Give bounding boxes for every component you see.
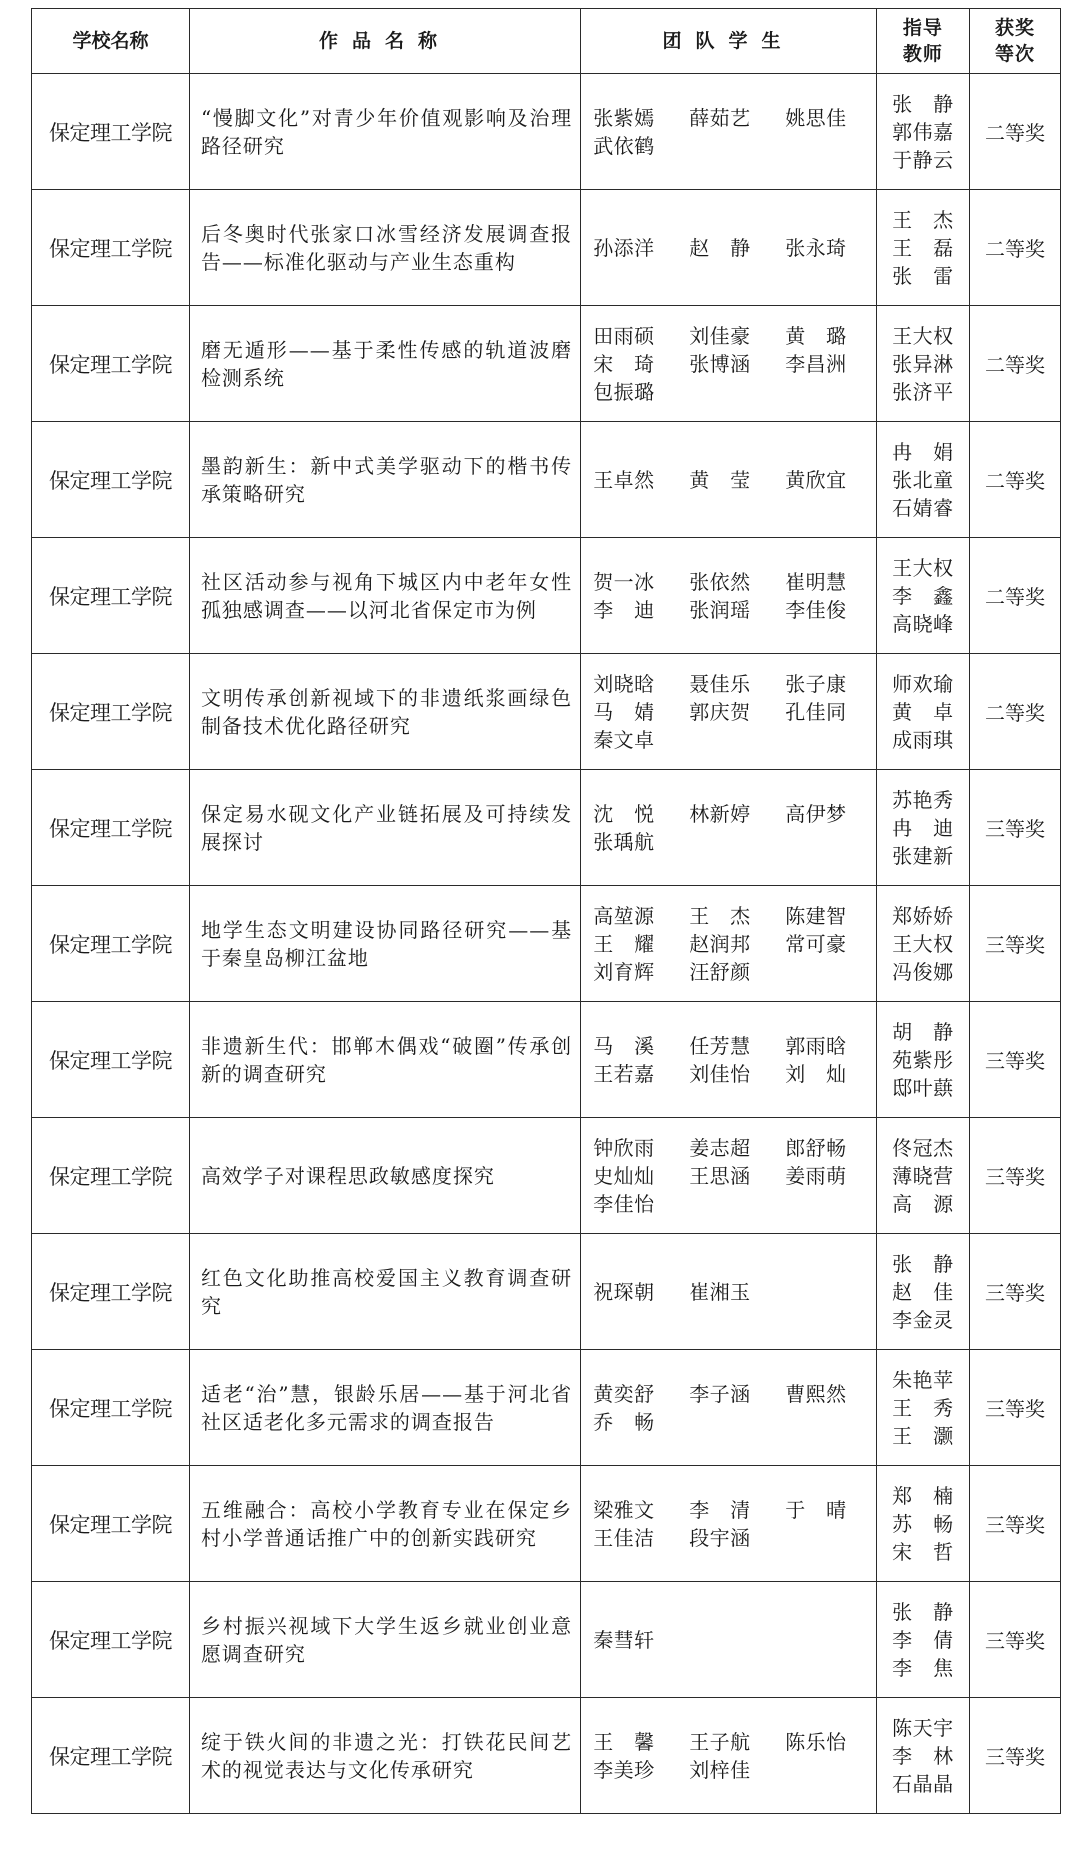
student-name: 秦文卓: [593, 727, 655, 752]
student-name: 赵润邦: [689, 931, 751, 956]
student-name: 王佳洁: [593, 1525, 655, 1550]
advisor-name: 郑娇娇: [892, 903, 954, 928]
work-title-cell: 社区活动参与视角下城区内中老年女性孤独感调查——以河北省保定市为例: [189, 538, 580, 654]
table-row: [32, 422, 1061, 538]
advisor-name: 于静云: [892, 147, 954, 172]
student-name: 张博涵: [689, 351, 751, 376]
student-name: 薛茹艺: [689, 105, 751, 130]
student-name: 任芳慧: [689, 1033, 751, 1058]
advisor-name: 石晶晶: [892, 1771, 954, 1796]
advisor-name: 王大权: [892, 323, 954, 348]
advisors-cell: [876, 770, 969, 886]
table-row: [32, 1466, 1061, 1582]
award-level-cell: 二等奖: [970, 422, 1061, 538]
advisor-name: 石婧睿: [892, 495, 954, 520]
students-list: [593, 234, 876, 262]
student-name: 黄 莹: [689, 467, 751, 492]
student-name: 张润瑶: [689, 597, 751, 622]
school-name-cell: 保定理工学院: [32, 1118, 190, 1234]
work-title-cell: 磨无遁形——基于柔性传感的轨道波磨检测系统: [189, 306, 580, 422]
table-row: [32, 538, 1061, 654]
student-name: 张紫嫣: [593, 105, 655, 130]
advisors-cell: [876, 538, 969, 654]
table-row: [32, 1002, 1061, 1118]
student-name: 李佳怡: [593, 1191, 655, 1216]
advisor-name: 陈天宇: [892, 1715, 954, 1740]
student-name: 王若嘉: [593, 1061, 655, 1086]
team-students-cell: [581, 654, 877, 770]
advisor-name: 张济平: [892, 379, 954, 404]
advisors-cell: [876, 1350, 969, 1466]
school-name-cell: 保定理工学院: [32, 422, 190, 538]
advisor-name: 赵 佳: [892, 1279, 954, 1304]
award-level-cell: 三等奖: [970, 1466, 1061, 1582]
student-name: 林新婷: [689, 801, 751, 826]
team-students-cell: [581, 1466, 877, 1582]
award-level-cell: 二等奖: [970, 306, 1061, 422]
advisors-cell: [876, 190, 969, 306]
students-list: [593, 1496, 876, 1552]
advisor-name: 宋 哲: [892, 1539, 954, 1564]
team-students-cell: [581, 1582, 877, 1698]
student-name: 姜雨萌: [785, 1163, 847, 1188]
student-name: 田雨硕: [593, 323, 655, 348]
student-name: 高伊梦: [785, 801, 847, 826]
students-list: [593, 322, 876, 406]
advisor-name: 胡 静: [892, 1019, 954, 1044]
header-advisors-line2: 教师: [902, 43, 943, 65]
student-name: 刘育辉: [593, 959, 655, 984]
student-name: 高堃源: [593, 903, 655, 928]
advisor-name: 李 鑫: [892, 583, 954, 608]
team-students-cell: [581, 1002, 877, 1118]
award-level-cell: 三等奖: [970, 770, 1061, 886]
team-students-cell: [581, 190, 877, 306]
table-row: [32, 770, 1061, 886]
advisor-name: 高晓峰: [892, 611, 954, 636]
students-list: [593, 902, 876, 986]
student-name: 陈建智: [785, 903, 847, 928]
advisor-name: 薄晓营: [892, 1163, 954, 1188]
student-name: 姚思佳: [785, 105, 847, 130]
award-level-cell: 三等奖: [970, 1350, 1061, 1466]
table-row: [32, 1118, 1061, 1234]
student-name: 崔明慧: [785, 569, 847, 594]
advisor-name: 佟冠杰: [892, 1135, 954, 1160]
advisor-name: 张 雷: [892, 263, 954, 288]
advisors-cell: [876, 1582, 969, 1698]
student-name: 李子涵: [689, 1381, 751, 1406]
student-name: 郎舒畅: [785, 1135, 847, 1160]
award-level-cell: 三等奖: [970, 1698, 1061, 1814]
advisor-name: 郭伟嘉: [892, 119, 954, 144]
student-name: 王 杰: [689, 903, 751, 928]
student-name: 曹熙然: [785, 1381, 847, 1406]
students-list: [593, 104, 876, 160]
student-name: 汪舒颜: [689, 959, 751, 984]
student-name: 张永琦: [785, 235, 847, 260]
student-name: 王 馨: [593, 1729, 655, 1754]
school-name-cell: 保定理工学院: [32, 1582, 190, 1698]
school-name-cell: 保定理工学院: [32, 1002, 190, 1118]
award-level-cell: 二等奖: [970, 74, 1061, 190]
student-name: 黄奕舒: [593, 1381, 655, 1406]
table-row: [32, 306, 1061, 422]
advisor-name: 张异淋: [892, 351, 954, 376]
school-name-cell: 保定理工学院: [32, 1350, 190, 1466]
advisors-cell: [876, 1002, 969, 1118]
advisor-name: 王大权: [892, 555, 954, 580]
students-list: [593, 1380, 876, 1436]
advisor-name: 王大权: [892, 931, 954, 956]
student-name: 史灿灿: [593, 1163, 655, 1188]
advisor-name: 冉 迪: [892, 815, 954, 840]
students-list: [593, 1728, 876, 1784]
student-name: 张子康: [785, 671, 847, 696]
header-students: 团队学生: [581, 9, 877, 74]
student-name: 马 溪: [593, 1033, 655, 1058]
award-level-cell: 二等奖: [970, 190, 1061, 306]
school-name-cell: 保定理工学院: [32, 1698, 190, 1814]
student-name: 李 迪: [593, 597, 655, 622]
school-name-cell: 保定理工学院: [32, 770, 190, 886]
student-name: 孙添洋: [593, 235, 655, 260]
student-name: 武依鹤: [593, 133, 655, 158]
student-name: 钟欣雨: [593, 1135, 655, 1160]
student-name: 包振璐: [593, 379, 655, 404]
team-students-cell: [581, 1350, 877, 1466]
work-title-cell: 乡村振兴视域下大学生返乡就业创业意愿调查研究: [189, 1582, 580, 1698]
award-level-cell: 二等奖: [970, 654, 1061, 770]
advisor-name: 王 磊: [892, 235, 954, 260]
advisors-cell: [876, 654, 969, 770]
table-row: [32, 654, 1061, 770]
work-title-cell: 墨韵新生：新中式美学驱动下的楷书传承策略研究: [189, 422, 580, 538]
table-header-row: [32, 9, 1061, 74]
awards-table: [31, 8, 1061, 1814]
advisor-name: 苏 畅: [892, 1511, 954, 1536]
team-students-cell: [581, 886, 877, 1002]
school-name-cell: 保定理工学院: [32, 538, 190, 654]
school-name-cell: 保定理工学院: [32, 1234, 190, 1350]
student-name: 郭庆贺: [689, 699, 751, 724]
header-award-line2: 等次: [995, 43, 1036, 65]
work-title-cell: 红色文化助推高校爱国主义教育调查研究: [189, 1234, 580, 1350]
advisor-name: 张建新: [892, 843, 954, 868]
students-list: [593, 568, 876, 624]
student-name: 孔佳同: [785, 699, 847, 724]
student-name: 李昌洲: [785, 351, 847, 376]
advisor-name: 李金灵: [892, 1307, 954, 1332]
student-name: 王卓然: [593, 467, 655, 492]
student-name: 祝琛朝: [593, 1279, 655, 1304]
table-row: [32, 886, 1061, 1002]
table-row: [32, 74, 1061, 190]
work-title-cell: 地学生态文明建设协同路径研究——基于秦皇岛柳江盆地: [189, 886, 580, 1002]
advisors-cell: [876, 74, 969, 190]
team-students-cell: [581, 306, 877, 422]
school-name-cell: 保定理工学院: [32, 886, 190, 1002]
work-title-cell: 绽于铁火间的非遗之光：打铁花民间艺术的视觉表达与文化传承研究: [189, 1698, 580, 1814]
student-name: 王思涵: [689, 1163, 751, 1188]
award-level-cell: 三等奖: [970, 1002, 1061, 1118]
student-name: 刘 灿: [785, 1061, 847, 1086]
table-row: [32, 1698, 1061, 1814]
header-advisors-line1: 指导: [902, 17, 943, 39]
school-name-cell: 保定理工学院: [32, 1466, 190, 1582]
students-list: [593, 1278, 876, 1306]
student-name: 陈乐怡: [785, 1729, 847, 1754]
student-name: 秦彗轩: [593, 1627, 655, 1652]
table-body: [32, 74, 1061, 1814]
advisor-name: 郑 楠: [892, 1483, 954, 1508]
table-row: [32, 1582, 1061, 1698]
header-award: [970, 9, 1061, 74]
advisor-name: 李 焦: [892, 1655, 954, 1680]
advisors-cell: [876, 1466, 969, 1582]
school-name-cell: 保定理工学院: [32, 654, 190, 770]
student-name: 刘晓晗: [593, 671, 655, 696]
advisor-name: 黄 卓: [892, 699, 954, 724]
student-name: 聂佳乐: [689, 671, 751, 696]
student-name: 张依然: [689, 569, 751, 594]
team-students-cell: [581, 422, 877, 538]
students-list: [593, 800, 876, 856]
award-level-cell: 三等奖: [970, 1118, 1061, 1234]
student-name: 李美珍: [593, 1757, 655, 1782]
student-name: 王 耀: [593, 931, 655, 956]
advisor-name: 张 静: [892, 1599, 954, 1624]
students-list: [593, 466, 876, 494]
work-title-cell: 五维融合：高校小学教育专业在保定乡村小学普通话推广中的创新实践研究: [189, 1466, 580, 1582]
student-name: 乔 畅: [593, 1409, 655, 1434]
student-name: 郭雨晗: [785, 1033, 847, 1058]
team-students-cell: [581, 1234, 877, 1350]
student-name: 沈 悦: [593, 801, 655, 826]
school-name-cell: 保定理工学院: [32, 306, 190, 422]
team-students-cell: [581, 74, 877, 190]
table-row: [32, 190, 1061, 306]
table-row: [32, 1234, 1061, 1350]
students-list: [593, 670, 876, 754]
team-students-cell: [581, 770, 877, 886]
advisor-name: 王 杰: [892, 207, 954, 232]
student-name: 赵 静: [689, 235, 751, 260]
student-name: 刘佳豪: [689, 323, 751, 348]
student-name: 李佳俊: [785, 597, 847, 622]
student-name: 于 晴: [785, 1497, 847, 1522]
header-advisors: [876, 9, 969, 74]
student-name: 常可豪: [785, 931, 847, 956]
advisor-name: 王 秀: [892, 1395, 954, 1420]
student-name: 刘梓佳: [689, 1757, 751, 1782]
advisor-name: 张 静: [892, 1251, 954, 1276]
student-name: 贺一冰: [593, 569, 655, 594]
header-title: 作品名称: [189, 9, 580, 74]
advisor-name: 高 源: [892, 1191, 954, 1216]
advisor-name: 成雨琪: [892, 727, 954, 752]
table-row: [32, 1350, 1061, 1466]
student-name: 梁雅文: [593, 1497, 655, 1522]
advisor-name: 张 静: [892, 91, 954, 116]
header-award-line1: 获奖: [995, 17, 1036, 39]
award-level-cell: 三等奖: [970, 1582, 1061, 1698]
header-school: 学校名称: [32, 9, 190, 74]
team-students-cell: [581, 538, 877, 654]
student-name: 段宇涵: [689, 1525, 751, 1550]
advisors-cell: [876, 886, 969, 1002]
student-name: 张瑀航: [593, 829, 655, 854]
student-name: 黄 璐: [785, 323, 847, 348]
advisors-cell: [876, 1118, 969, 1234]
student-name: 马 婧: [593, 699, 655, 724]
work-title-cell: 适老“治”慧，银龄乐居——基于河北省社区适老化多元需求的调查报告: [189, 1350, 580, 1466]
team-students-cell: [581, 1118, 877, 1234]
student-name: 崔湘玉: [689, 1279, 751, 1304]
students-list: [593, 1626, 876, 1654]
advisor-name: 苑紫彤: [892, 1047, 954, 1072]
student-name: 姜志超: [689, 1135, 751, 1160]
advisors-cell: [876, 306, 969, 422]
work-title-cell: “慢脚文化”对青少年价值观影响及治理路径研究: [189, 74, 580, 190]
advisors-cell: [876, 422, 969, 538]
award-level-cell: 二等奖: [970, 538, 1061, 654]
school-name-cell: 保定理工学院: [32, 190, 190, 306]
student-name: 李 清: [689, 1497, 751, 1522]
advisor-name: 冉 娟: [892, 439, 954, 464]
school-name-cell: 保定理工学院: [32, 74, 190, 190]
advisor-name: 李 林: [892, 1743, 954, 1768]
advisors-cell: [876, 1234, 969, 1350]
student-name: 黄欣宜: [785, 467, 847, 492]
student-name: 刘佳怡: [689, 1061, 751, 1086]
advisor-name: 邸叶蕻: [892, 1075, 954, 1100]
work-title-cell: 保定易水砚文化产业链拓展及可持续发展探讨: [189, 770, 580, 886]
advisor-name: 李 倩: [892, 1627, 954, 1652]
students-list: [593, 1134, 876, 1218]
advisor-name: 苏艳秀: [892, 787, 954, 812]
students-list: [593, 1032, 876, 1088]
award-level-cell: 三等奖: [970, 1234, 1061, 1350]
advisor-name: 朱艳苹: [892, 1367, 954, 1392]
work-title-cell: 高效学子对课程思政敏感度探究: [189, 1118, 580, 1234]
advisor-name: 张北童: [892, 467, 954, 492]
work-title-cell: 文明传承创新视域下的非遗纸浆画绿色制备技术优化路径研究: [189, 654, 580, 770]
student-name: 宋 琦: [593, 351, 655, 376]
work-title-cell: 后冬奥时代张家口冰雪经济发展调查报告——标准化驱动与产业生态重构: [189, 190, 580, 306]
advisor-name: 师欢瑜: [892, 671, 954, 696]
award-level-cell: 三等奖: [970, 886, 1061, 1002]
team-students-cell: [581, 1698, 877, 1814]
advisor-name: 王 灏: [892, 1423, 954, 1448]
work-title-cell: 非遗新生代：邯郸木偶戏“破圈”传承创新的调查研究: [189, 1002, 580, 1118]
advisors-cell: [876, 1698, 969, 1814]
student-name: 王子航: [689, 1729, 751, 1754]
advisor-name: 冯俊娜: [892, 959, 954, 984]
